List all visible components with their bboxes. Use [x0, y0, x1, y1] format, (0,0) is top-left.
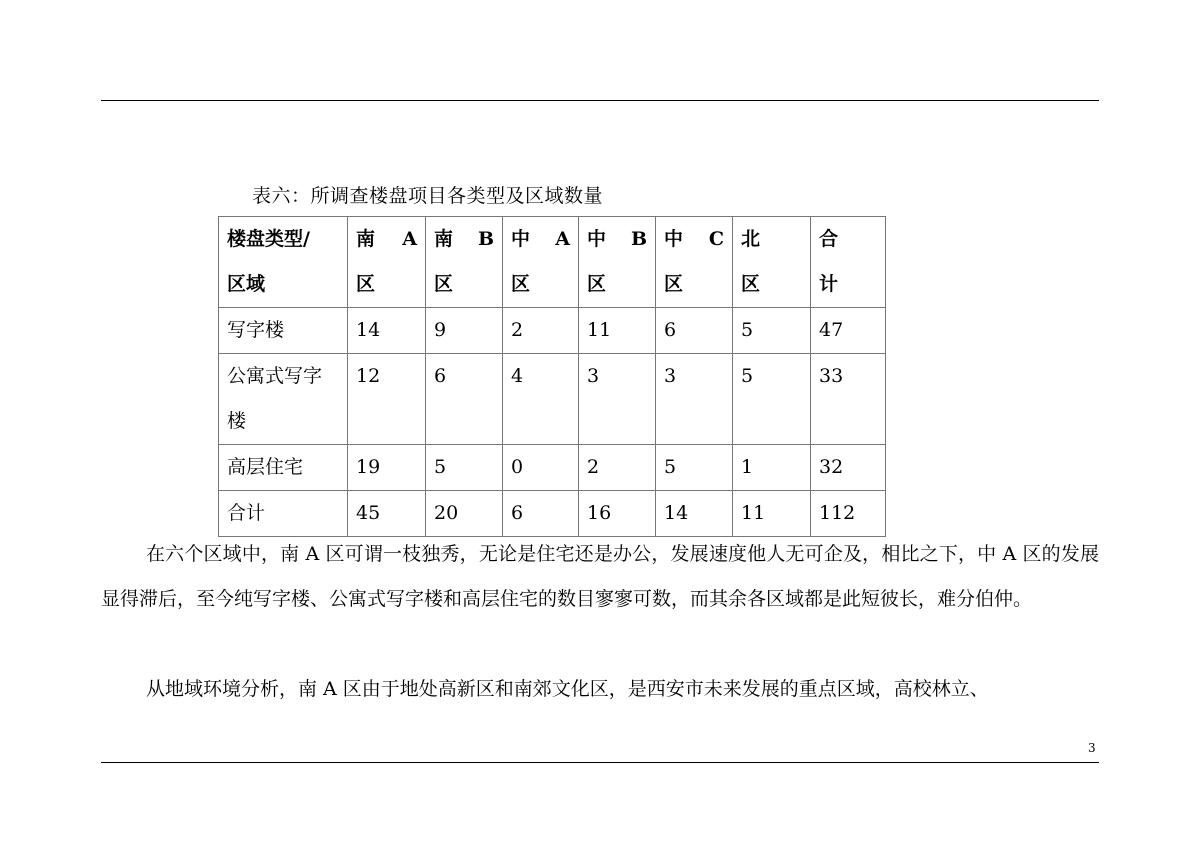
header-line1-suffix: A	[402, 228, 417, 250]
header-line1: 北	[741, 228, 761, 250]
table-cell: 33	[811, 354, 886, 445]
header-cell	[219, 217, 348, 308]
table-cell: 1	[733, 445, 811, 491]
header-rule	[101, 100, 1099, 101]
header-line2: 区	[664, 273, 684, 295]
table-cell: 45	[348, 491, 426, 537]
header-line2: 区	[511, 273, 531, 295]
footer-rule	[101, 762, 1099, 763]
table-cell: 11	[733, 491, 811, 537]
header-cell	[656, 217, 733, 308]
header-cell	[579, 217, 656, 308]
header-line1: 楼盘类型/	[227, 228, 310, 250]
table-cell: 公寓式写字楼	[219, 354, 348, 445]
table-cell: 5	[733, 354, 811, 445]
header-line1: 合	[819, 228, 839, 250]
table-row	[219, 308, 886, 354]
table-cell: 14	[348, 308, 426, 354]
table-cell: 14	[656, 491, 733, 537]
table-cell: 112	[811, 491, 886, 537]
table-cell: 32	[811, 445, 886, 491]
table-cell: 20	[426, 491, 503, 537]
header-cell	[733, 217, 811, 308]
header-line1: 南	[356, 228, 376, 250]
table-cell: 4	[503, 354, 579, 445]
table-cell: 19	[348, 445, 426, 491]
table-row	[219, 354, 886, 445]
table-cell: 16	[579, 491, 656, 537]
header-line2: 区	[741, 273, 761, 295]
header-line1-suffix: C	[708, 228, 724, 250]
body-paragraph: 从地域环境分析，南 A 区由于地处高新区和南郊文化区，是西安市未来发展的重点区域，高校林立、	[146, 678, 989, 700]
table-header-row	[219, 217, 886, 308]
table-cell: 写字楼	[219, 308, 348, 354]
header-line1: 中	[664, 228, 684, 250]
survey-table	[218, 216, 886, 537]
header-line1-suffix: B	[630, 228, 647, 250]
header-cell	[426, 217, 503, 308]
header-line2: 区域	[227, 273, 266, 295]
header-line1: 南	[434, 228, 454, 250]
header-line1: 中	[587, 228, 607, 250]
table-cell: 3	[656, 354, 733, 445]
table-cell: 12	[348, 354, 426, 445]
table-cell: 5	[656, 445, 733, 491]
header-line2: 区	[434, 273, 454, 295]
table-caption: 表六：所调查楼盘项目各类型及区域数量	[252, 185, 604, 207]
header-line2: 区	[587, 273, 607, 295]
table-cell: 6	[426, 354, 503, 445]
header-line1: 中	[511, 228, 531, 250]
header-line2: 区	[356, 273, 376, 295]
header-line1-suffix: A	[555, 228, 570, 250]
page-number: 3	[1088, 741, 1096, 755]
header-line2: 计	[819, 273, 839, 295]
table-cell: 高层住宅	[219, 445, 348, 491]
table-total-row	[219, 491, 886, 537]
table-row	[219, 445, 886, 491]
table-cell: 5	[426, 445, 503, 491]
table-cell: 5	[733, 308, 811, 354]
header-cell	[348, 217, 426, 308]
header-line1-suffix: B	[477, 228, 494, 250]
table-cell: 3	[579, 354, 656, 445]
table-cell: 2	[503, 308, 579, 354]
table-cell: 6	[503, 491, 579, 537]
table-cell: 11	[579, 308, 656, 354]
table-cell: 合计	[219, 491, 348, 537]
table-cell: 0	[503, 445, 579, 491]
header-cell	[811, 217, 886, 308]
table-cell: 6	[656, 308, 733, 354]
header-cell	[503, 217, 579, 308]
table-cell: 9	[426, 308, 503, 354]
body-paragraph: 在六个区域中，南 A 区可谓一枝独秀，无论是住宅还是办公，发展速度他人无可企及，相比之下，中 A 区的发展显得滞后，至今纯写字楼、公寓式写字楼和高层住宅的数目寥寥可数，而其余各区域都是此短彼长，难分伯仲。	[101, 543, 1099, 610]
table-cell: 2	[579, 445, 656, 491]
table-cell: 47	[811, 308, 886, 354]
